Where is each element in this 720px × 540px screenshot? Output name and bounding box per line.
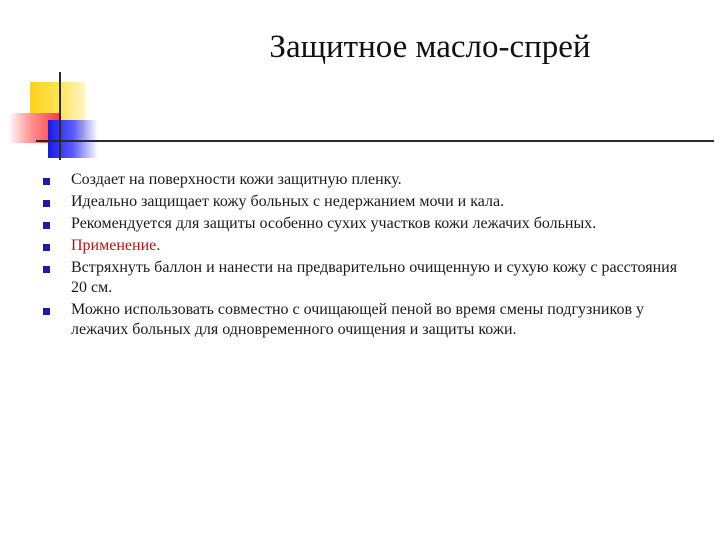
bullet-text: Встряхнуть баллон и нанести на предварительно очищенную и сухую кожу с расстояния 20 см. (71, 259, 678, 296)
decorative-vertical-line (59, 72, 61, 160)
decorative-blue-bar (48, 120, 98, 158)
square-bullet-icon (43, 200, 50, 207)
bullet-text: Создает на поверхности кожи защитную пленку. (71, 171, 402, 188)
bullet-list (40, 170, 680, 342)
title-underline (36, 140, 714, 142)
bullet-text: Можно использовать совместно с очищающей пеной во время смены подгузников у лежачих больных для одновременного очищения и защиты кожи. (71, 301, 644, 338)
bullet-item (40, 258, 680, 298)
square-bullet-icon (43, 222, 50, 229)
square-bullet-icon (43, 308, 50, 315)
bullet-item (40, 170, 680, 190)
bullet-text-heading: Применение. (71, 237, 161, 254)
bullet-item (40, 236, 680, 256)
bullet-item (40, 214, 680, 234)
bullet-text: Рекомендуется для защиты особенно сухих участков кожи лежачих больных. (71, 215, 597, 232)
square-bullet-icon (43, 178, 50, 185)
bullet-text: Идеально защищает кожу больных с недержанием мочи и кала. (71, 193, 505, 210)
bullet-item (40, 300, 680, 340)
slide-title: Защитное масло-спрей (269, 29, 591, 65)
square-bullet-icon (43, 244, 50, 251)
square-bullet-icon (43, 266, 50, 273)
bullet-item (40, 192, 680, 212)
